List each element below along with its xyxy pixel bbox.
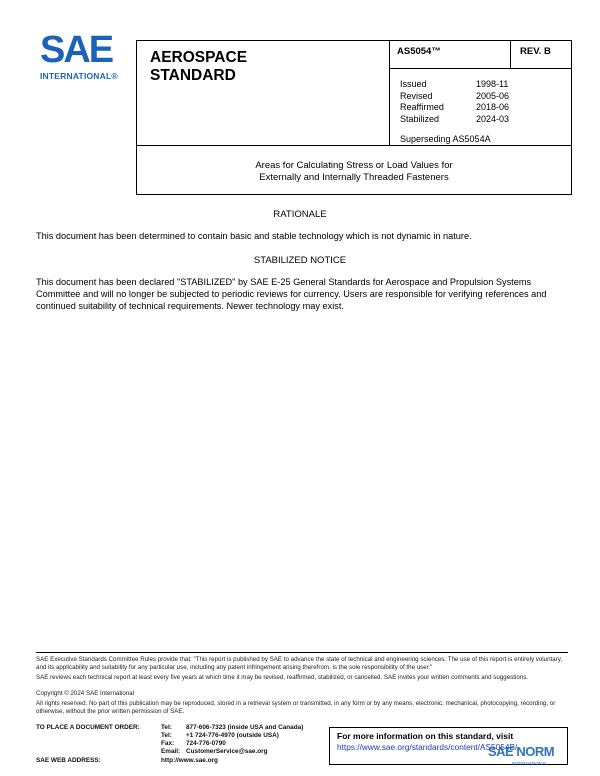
- contact-label: Tel:: [161, 724, 172, 731]
- web-address-label: SAE WEB ADDRESS:: [36, 757, 101, 764]
- footer-review-text: SAE reviews each technical report at least every five years at which time it may be revised, reaffirmed, stabilized, or cancelled. SAE invites your written comments and suggestions.: [36, 674, 529, 681]
- document-type-title: [150, 49, 247, 85]
- watermark-logo: SAE NORM: [488, 744, 555, 759]
- date-label: Reaffirmed: [400, 102, 444, 112]
- sae-logo-subtitle: INTERNATIONAL®: [40, 71, 118, 81]
- date-labels: [400, 79, 444, 125]
- header-divider: [389, 40, 390, 146]
- contact-email-link[interactable]: CustomerService@sae.org: [186, 748, 268, 755]
- contact-value: 724-776-0790: [186, 740, 226, 747]
- date-label: Revised: [400, 90, 433, 101]
- contact-label: Email:: [161, 748, 181, 755]
- order-label: TO PLACE A DOCUMENT ORDER:: [36, 724, 140, 731]
- copyright-text: Copyright © 2024 SAE International: [36, 690, 135, 697]
- rationale-text: This document has been determined to contain basic and stable technology which is not dynamic in nature.: [36, 231, 472, 241]
- header-divider: [389, 68, 572, 69]
- date-value: 2024-03: [476, 113, 510, 124]
- date-values: [476, 79, 509, 125]
- date-value: 2005-06: [476, 90, 510, 101]
- watermark-subtitle: INTERNATIONAL: [512, 761, 548, 766]
- date-value: 1998-11: [476, 79, 509, 89]
- rights-text: All rights reserved. No part of this publication may be reproduced, stored in a retrieval system or transmitted, in any form or by any means, electronic, mechanical, photocopying, recording, or otherwise, without the prior written permission of SAE.: [36, 700, 556, 715]
- document-title-line: Externally and Internally Threaded Fasteners: [259, 172, 449, 183]
- title-line: AEROSPACE: [150, 49, 248, 66]
- web-address-link[interactable]: http://www.sae.org: [161, 757, 218, 764]
- stabilized-text: This document has been declared "STABILIZED" by SAE E-25 General Standards for Aerospace and Propulsion Systems Committee and will no longer be subjected to periodic reviews for currency. Users are responsible for verifying references and continued suitability of technical requirements. Newer technology may exist.: [36, 277, 547, 311]
- contact-values: [186, 724, 303, 756]
- contact-label: Tel:: [161, 732, 172, 739]
- revision-label: REV. B: [520, 46, 551, 57]
- date-label: Issued: [400, 79, 427, 89]
- superseding-note: Superseding AS5054A: [400, 134, 491, 144]
- title-line: STANDARD: [150, 67, 236, 84]
- contact-value: +1 724-776-4970 (outside USA): [186, 732, 279, 739]
- stabilized-heading: STABILIZED NOTICE: [253, 255, 347, 266]
- header-divider: [510, 40, 511, 69]
- info-text: For more information on this standard, visit: [337, 731, 514, 741]
- document-title: [136, 160, 572, 184]
- rationale-heading: RATIONALE: [273, 209, 327, 220]
- footer-divider: [36, 652, 568, 653]
- contact-value: 877-606-7323 (inside USA and Canada): [186, 724, 304, 731]
- footer-rules-text: SAE Executive Standards Committee Rules provide that: "This report is published by SAE to advance the state of technical and engineering sciences. The use of this report is entirely voluntary, and its applicability and suitability for any particular use, including any patent infringement arising therefrom, is the sole responsibility of the user.": [36, 656, 563, 671]
- document-number: AS5054™: [397, 46, 441, 57]
- standard-url-link[interactable]: https://www.sae.org/standards/content/AS5054B/: [337, 742, 518, 752]
- document-title-line: Areas for Calculating Stress or Load Values for: [255, 160, 453, 171]
- contact-label: Fax:: [161, 740, 175, 747]
- date-label: Stabilized: [400, 113, 440, 124]
- sae-logo: SAE: [40, 29, 113, 71]
- contact-labels: [161, 724, 180, 756]
- date-value: 2018-06: [476, 102, 510, 112]
